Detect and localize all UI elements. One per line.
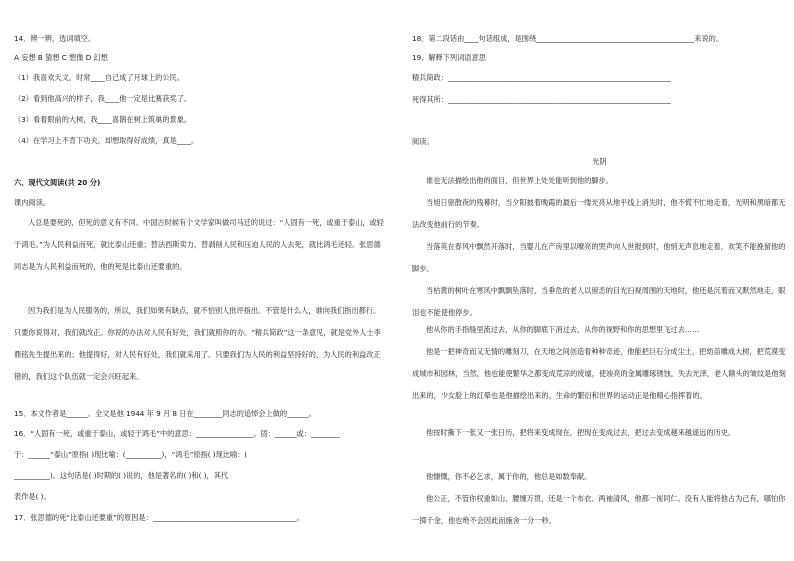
essay-paragraph-4: 当枯黄的树叶在寒风中飘飘坠落时，当垂危的老人以留恋的目光扫视周围的天地时，他还是沉着而又默然地走，眼泪也不能使他停步。 bbox=[412, 286, 786, 317]
passage-paragraph-2: 因为我们是为人民服务的，所以，我们如果有缺点，就不怕别人批评指出。不管是什么人，谁向我们指出都行。只要你说得对，我们就改正。你说的办法对人民有好处，我们就照你的办。“精兵简政”这一条意见，就是党外人士李鼎铭先生提出来的；他提得好，对人民有好处，我们就采用了。只要我们为人民的利益坚持好的，为人民的利益改正错的，我们这个队伍就一定会兴旺起来。 bbox=[14, 306, 381, 381]
q16-line-4: 表作是( )。 bbox=[14, 492, 51, 501]
essay-paragraph-6: 他是一把神奇而又无情的雕刻刀，在天地之间创造着种种奇迹，他能把巨石分成尘土，把幼苗雕成大树，把荒漠变成城市和园林，当然，他也能使繁华之都变成荒凉的废墟，使竣亮的金属雕琢锈蚀，失去光泽，老人额头的皱纹是他刻出来的，少女脸上的红晕也是他描绘出来的。生命的繁衍和世界的运动正是他精心指挥着的。 bbox=[412, 347, 786, 400]
q14-item-3: （3）看着眼前的大树，我____喜鹊在树上筑巢的景象。 bbox=[14, 115, 192, 124]
essay-paragraph-2: 当旭日驱散夜的残幕时，当夕阳披着晚霞的最后一缕光亮从地平线上消失时，他不慌不忙地走着，光明和黑暗都无法改变他前行的节奏。 bbox=[412, 198, 786, 229]
q14-options: A 妄想 B 猜想 C 想像 D 幻想 bbox=[14, 53, 108, 62]
section6-subheading: 课内阅读。 bbox=[14, 198, 50, 207]
q19-item-2: 死得其所：______________________________________________________________ bbox=[412, 95, 671, 104]
reading-label: 阅读。 bbox=[412, 137, 434, 146]
q19-title: 19．解释下列词语意思 bbox=[412, 53, 486, 62]
q19-item-1: 精兵简政：______________________________________________________________ bbox=[412, 73, 671, 82]
essay-title: 光阴 bbox=[592, 157, 607, 166]
q15: 15．本文作者是______。全文是他 1944 年 9 月 8 日在________同志的追悼会上做的______。 bbox=[14, 409, 316, 418]
essay-paragraph-5: 他从你的手指缝里流过去，从你的脚底下消过去，从你的视野和你的思想里飞过去…… bbox=[426, 325, 700, 334]
q16-line-1: 16．“人固有一死，或重于泰山，或轻于鸿毛”中的意思：________________。固：______或：________ bbox=[14, 429, 340, 438]
section6-heading: 六、现代文阅读(共 20 分) bbox=[14, 178, 101, 187]
q17: 17．张思德的死“比泰山还要重”的原因是：________________________________________。 bbox=[14, 513, 304, 522]
q14-item-2: （2）看到他高兴的样子，我____他一定是比赛获奖了。 bbox=[14, 94, 192, 103]
q16-line-3: __________)。这句话是( )时期的( )说的，他是著名的( )和( )，其代 bbox=[14, 471, 229, 480]
essay-paragraph-3: 当落英在春风中飘然开落时，当婴儿在产房里以嘹亮的哭声向人世报到时，他悄无声息地走着，欢笑不能挽留他的脚步。 bbox=[412, 242, 786, 273]
q14-item-4: （4）在学习上不肯下功夫，却想取得好成绩，真是____。 bbox=[14, 136, 199, 145]
essay-paragraph-1: 谁也无法描绘出他的面目，但世界上处处能听到他的脚步。 bbox=[426, 176, 613, 185]
q14-title: 14．辨一辨，选词填空。 bbox=[14, 34, 96, 43]
essay-paragraph-8: 他慷慨，你不必乞求，属于你的，他总是如数奉献。 bbox=[426, 472, 592, 481]
essay-paragraph-7: 他按时撕下一张又一张日历，把将来变成现在，把现在变成过去，把过去变成越来越遥远的历史。 bbox=[426, 428, 736, 437]
q14-item-1: （1）我喜欢天文，时常____自己成了月球上的公民。 bbox=[14, 73, 184, 82]
q18: 18．第二段话由____句话组成，是围绕____________________________________________来说的。 bbox=[412, 34, 724, 43]
passage-paragraph-1: 人总是要死的，但死的意义有不同。中国古时候有个文学家叫做司马迁的说过：“人固有一死，或重于泰山，或轻于鸿毛。”为人民利益而死，就比泰山还重；替法西斯卖力，替剥削人民和压迫人民的人去死，就比鸿毛还轻。张思德同志是为人民利益而死的，他的死是比泰山还要重的。 bbox=[14, 218, 384, 271]
essay-paragraph-9: 他公正，不管你权重如山、腰缠万贯，还是一个布衣、两袖清风，他都一视同仁。没有人能将他占为己有，哪怕你一掷千金，他也绝不会因此而施舍一分一秒。 bbox=[412, 494, 786, 525]
q16-line-2: 于：______“泰山”原指( )现比喻：(__________)，“鸿毛”原指( )现比喻：( bbox=[14, 450, 248, 459]
